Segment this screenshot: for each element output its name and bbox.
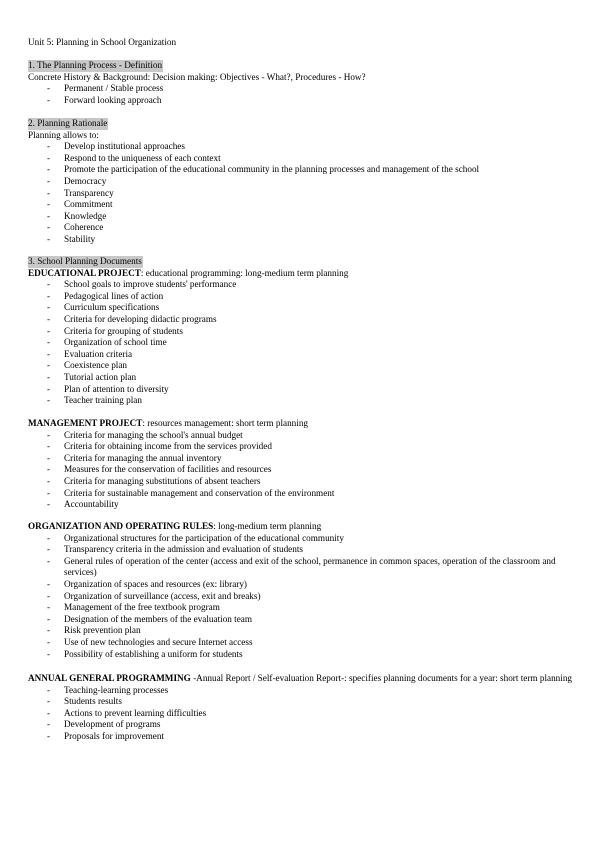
list-item: - Commitment bbox=[28, 199, 576, 211]
annual-programming-line bbox=[28, 673, 576, 685]
list-item: - General rules of operation of the center (access and exit of the school, permanence in common spaces, operation of the classroom and services) bbox=[28, 556, 576, 579]
list-item: - Transparency criteria in the admission and evaluation of students bbox=[28, 544, 576, 556]
section-school-planning-documents bbox=[28, 256, 576, 407]
list-item: - Respond to the uniqueness of each context bbox=[28, 153, 576, 165]
list-item: - Criteria for grouping of students bbox=[28, 326, 576, 338]
list-item: - Measures for the conservation of facilities and resources bbox=[28, 464, 576, 476]
educational-project-label: EDUCATIONAL PROJECT bbox=[28, 267, 141, 278]
list-item: - Develop institutional approaches bbox=[28, 141, 576, 153]
list-item: - Accountability bbox=[28, 499, 576, 511]
list-item: - Knowledge bbox=[28, 211, 576, 223]
list-item: - Criteria for sustainable management and conservation of the environment bbox=[28, 488, 576, 500]
list-item: - Forward looking approach bbox=[28, 95, 576, 107]
list-item: - Organization of school time bbox=[28, 337, 576, 349]
list-item: - Coexistence plan bbox=[28, 360, 576, 372]
section-intro: Planning allows to: bbox=[28, 129, 99, 140]
annual-programming-block bbox=[28, 673, 576, 743]
list-item: - Organizational structures for the participation of the educational community bbox=[28, 533, 576, 545]
list-item: - School goals to improve students' performance bbox=[28, 279, 576, 291]
list-item: - Students results bbox=[28, 696, 576, 708]
educational-project-desc: : educational programming: long-medium term planning bbox=[140, 267, 349, 278]
list-item: - Criteria for managing substitutions of absent teachers bbox=[28, 476, 576, 488]
organization-rules-block bbox=[28, 521, 576, 660]
list-item: - Criteria for managing the annual inventory bbox=[28, 453, 576, 465]
list-item: - Coherence bbox=[28, 222, 576, 234]
list-item: - Designation of the members of the evaluation team bbox=[28, 614, 576, 626]
list-item: - Promote the participation of the educational community in the planning processes and management of the school bbox=[28, 164, 576, 176]
list-item: - Organization of spaces and resources (ex: library) bbox=[28, 579, 576, 591]
list-item: - Risk prevention plan bbox=[28, 625, 576, 637]
list-item: - Democracy bbox=[28, 176, 576, 188]
section-intro: Concrete History & Background: Decision making: Objectives - What?, Procedures - How? bbox=[28, 71, 366, 82]
list-item: - Organization of surveillance (access, exit and breaks) bbox=[28, 591, 576, 603]
list-item: - Development of programs bbox=[28, 719, 576, 731]
list-item: - Use of new technologies and secure Internet access bbox=[28, 637, 576, 649]
organization-rules-desc: : long-medium term planning bbox=[213, 521, 322, 531]
list-item: - Tutorial action plan bbox=[28, 372, 576, 384]
list-item: - Curriculum specifications bbox=[28, 302, 576, 314]
bullet-list bbox=[28, 685, 576, 743]
section-heading: 1. The Planning Process - Definition bbox=[28, 60, 163, 70]
list-item: - Plan of attention to diversity bbox=[28, 384, 576, 396]
management-project-label: MANAGEMENT PROJECT bbox=[28, 418, 143, 428]
list-item: - Possibility of establishing a uniform for students bbox=[28, 649, 576, 661]
bullet-list bbox=[28, 141, 576, 245]
list-item: - Transparency bbox=[28, 188, 576, 200]
list-item: - Evaluation criteria bbox=[28, 349, 576, 361]
list-item: - Management of the free textbook program bbox=[28, 602, 576, 614]
organization-rules-label: ORGANIZATION AND OPERATING RULES bbox=[28, 521, 214, 531]
list-item: - Proposals for improvement bbox=[28, 731, 576, 743]
section-planning-rationale bbox=[28, 118, 576, 246]
list-item: - Teacher training plan bbox=[28, 395, 576, 407]
list-item: - Criteria for obtaining income from the services provided bbox=[28, 441, 576, 453]
management-project-line bbox=[28, 418, 576, 430]
organization-rules-line bbox=[28, 521, 576, 533]
list-item: - Actions to prevent learning difficulties bbox=[28, 708, 576, 720]
list-item: - Stability bbox=[28, 234, 576, 246]
section-heading: 2. Planning Rationale bbox=[28, 118, 108, 128]
management-project-block bbox=[28, 418, 576, 511]
management-project-desc: : resources management: short term planning bbox=[142, 418, 309, 428]
educational-project-line bbox=[28, 268, 576, 280]
list-item: - Pedagogical lines of action bbox=[28, 291, 576, 303]
annual-programming-label: ANNUAL GENERAL PROGRAMMING bbox=[28, 673, 191, 683]
bullet-list bbox=[28, 533, 576, 661]
list-item: - Teaching-learning processes bbox=[28, 685, 576, 697]
bullet-list bbox=[28, 279, 576, 407]
section-heading: 3. School Planning Documents bbox=[28, 256, 142, 266]
list-item: - Permanent / Stable process bbox=[28, 83, 576, 95]
section-planning-process bbox=[28, 60, 576, 106]
page-title: Unit 5: Planning in School Organization bbox=[28, 37, 177, 47]
bullet-list bbox=[28, 83, 576, 106]
list-item: - Criteria for developing didactic programs bbox=[28, 314, 576, 326]
list-item: - Criteria for managing the school's annual budget bbox=[28, 430, 576, 442]
bullet-list bbox=[28, 430, 576, 511]
annual-programming-desc: -Annual Report / Self-evaluation Report-: specifies planning documents for a year: short term planning bbox=[190, 673, 573, 683]
